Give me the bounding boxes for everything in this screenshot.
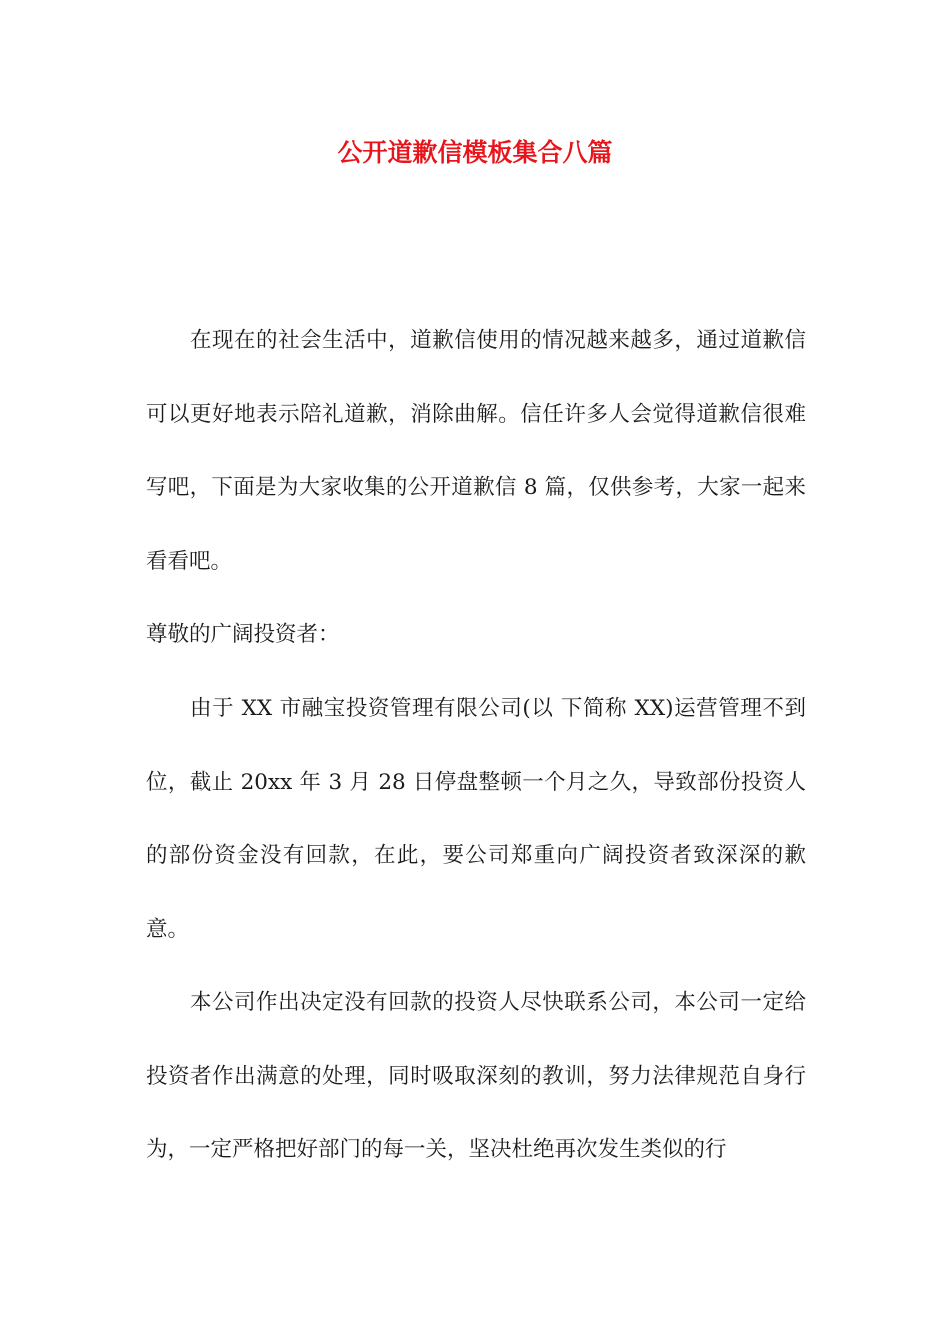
apology-paragraph: 由于 XX 市融宝投资管理有限公司(以 下简称 XX)运营管理不到位，截止 20xx 年 3 月 28 日停盘整顿一个月之久，导致部份投资人的部份资金没有回款，在此，要公司郑重向广阔投资者致深深的歉意。 (146, 696, 806, 942)
salutation-block (146, 598, 806, 672)
document-title: 公开道歉信模板集合八篇 (337, 138, 613, 167)
salutation: 尊敬的广阔投资者： (146, 622, 340, 647)
intro-paragraph: 在现在的社会生活中，道歉信使用的情况越来越多，通过道歉信可以更好地表示陪礼道歉，消除曲解。信任许多人会觉得道歉信很难写吧，下面是为大家收集的公开道歉信 8 篇，仅供参考，大家一起来看看吧。 (146, 328, 806, 574)
resolution-paragraph: 本公司作出决定没有回款的投资人尽快联系公司，本公司一定给投资者作出满意的处理，同时吸取深刻的教训，努力法律规范自身行为，一定严格把好部门的每一关，坚决杜绝再次发生类似的行 (146, 990, 806, 1162)
resolution-paragraph-block (146, 966, 806, 1187)
intro-paragraph-block (146, 304, 806, 598)
apology-paragraph-block (146, 672, 806, 966)
